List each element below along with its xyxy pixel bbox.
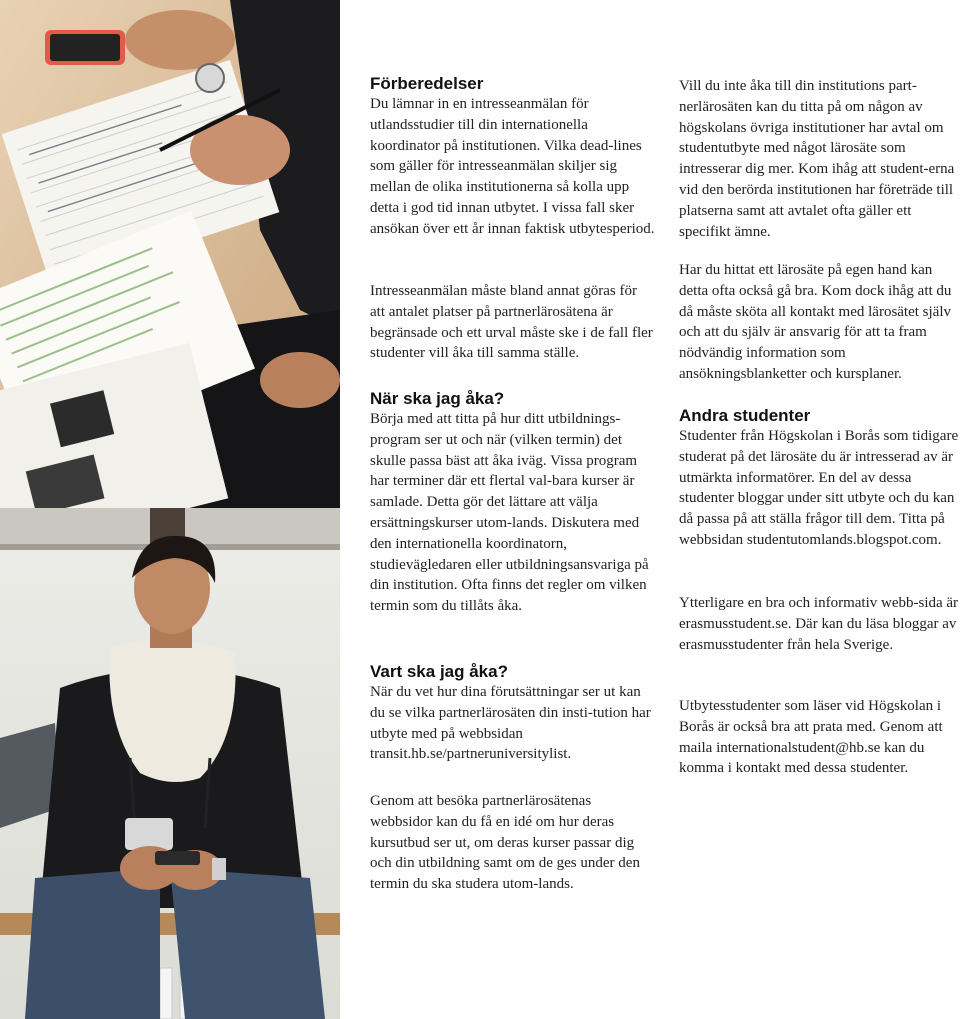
section-heading: Andra studenter — [679, 406, 811, 425]
section-heading: Förberedelser — [370, 74, 484, 93]
section-vart-ska-jag-aka — [370, 662, 655, 765]
paragraph-block — [679, 696, 960, 779]
photo-students-at-desk — [0, 0, 340, 508]
section-heading: När ska jag åka? — [370, 389, 505, 408]
section-andra-studenter — [679, 406, 960, 551]
paragraph-block — [370, 281, 655, 364]
paragraph-block — [679, 76, 960, 242]
paragraph: Vill du inte åka till din institutions part-nerlärosäten kan du titta på om någon av högskolans övriga institutioner har avtal om studentutbyte med något lärosäte som intresserar dig mer. Kom ihåg att student-erna vid den berörda institutionen har företräde till platserna samt att avtalet ofta gäller ett specifikt ämne. — [679, 78, 955, 240]
section-nar-ska-jag-aka — [370, 389, 655, 617]
paragraph: Ytterligare en bra och informativ webb-sida är erasmusstudent.se. Där kan du läsa bloggar av erasmusstudenter från hela Sverige. — [679, 595, 959, 653]
paragraph: Börja med att titta på hur ditt utbildnings-program ser ut och när (vilken termin) det skulle passa bäst att åka iväg. Vissa program har terminer där ett flertal val-bara kurser är samlade. Detta gör det lättare att välja ersättningskurser utom-lands. Diskutera med den internationella koordinatorn, studievägledaren eller utbildningsansvariga på din institution. Ofta finns det regler om vilken termin som du tillåts åka. — [370, 411, 649, 615]
paragraph: Har du hittat ett lärosäte på egen hand kan detta ofta också gå bra. Kom dock ihåg att du då måste sköta all kontakt med lärosätet själv och att du själv är ansvarig för att ta fram nödvändig information som ansökningsblanketter och kursplaner. — [679, 262, 952, 382]
paragraph-block — [370, 791, 655, 895]
photo-student-with-phone — [0, 508, 340, 1019]
paragraph: Genom att besöka partnerlärosätenas webbsidor kan du få en idé om hur deras kursutbud ser ut, om deras kurser passar dig och din utbildning samt om de ges under den termin du ska studera utom-lands. — [370, 793, 640, 893]
paragraph: Studenter från Högskolan i Borås som tidigare studerat på det lärosäte du är intresserad av är utmärkta informatörer. En del av dessa studenter bloggar under sitt utbyte och du kan då passa på att ställa frågor till dem. Titta på webbsidan studentutomlands.blogspot.com. — [679, 428, 959, 548]
paragraph-block — [679, 593, 960, 655]
paragraph: Du lämnar in en intresseanmälan för utlandsstudier till din internationella koordinator på institutionen. Vilka dead-lines som gäller för intresseanmälan skiljer sig mellan de olika institutionerna så kolla upp detta i god tid innan utbytet. I vissa fall sker ansökan över ett år innan faktisk utbytesperiod. — [370, 96, 655, 237]
paragraph-block — [679, 260, 960, 385]
paragraph: När du vet hur dina förutsättningar ser ut kan du se vilka partnerlärosäten din insti-tution har utbyte med på webbsidan transit.hb.se/partneruniversitylist. — [370, 684, 651, 763]
paragraph: Utbytesstudenter som läser vid Högskolan i Borås är också bra att prata med. Genom att maila internationalstudent@hb.se kan du komma i kontakt med dessa studenter. — [679, 698, 943, 777]
section-forberedelser — [370, 74, 655, 240]
paragraph: Intresseanmälan måste bland annat göras för att antalet platser på partnerlärosätena är begränsade och ett urval måste ske i de fall fler studenter vill åka till samma ställe. — [370, 283, 653, 362]
section-heading: Vart ska jag åka? — [370, 662, 508, 681]
